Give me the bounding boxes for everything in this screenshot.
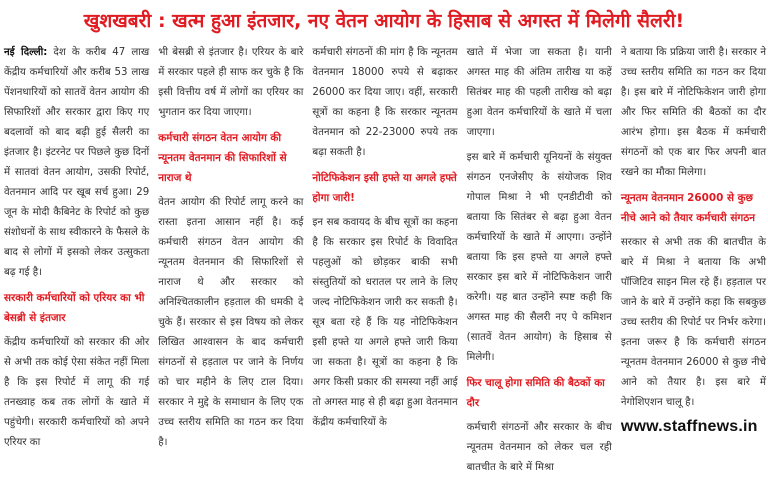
- paragraph: [467, 43, 612, 143]
- paragraph-text: इन सब कवायद के बीच सूत्रों का कहना है कि सरकार इस रिपोर्ट के विवादित पहलुओं को छोड़कर बाकी सभी संस्तुतियों को धरातल पर लाने के लिए जल्द नोटिफिकेशन जारी कर सकती है। सूत्र बता रहे हैं कि यह नोटिफिकेशन इसी हफ्ते या अगले हफ्ते जारी किया जा सकता है। सूत्रों का कहना है कि अगर किसी प्रकार की समस्या नहीं आई तो अगस्त माह से ही बढ़ा हुआ वेतनमान केंद्रीय कर्मचारियों के: [312, 217, 458, 428]
- paragraph: [467, 148, 612, 368]
- paragraph: [312, 43, 457, 163]
- paragraph-text: सरकार से अभी तक की बातचीत के बारे में मिश्रा ने बताया कि अभी पॉजिटिव साइन मिल रहे हैं। हड़ताल पर जाने के बारे में उन्होंने कहा कि सबकुछ उच्च स्तरीय की रिपोर्ट पर निर्भर करेगा। इतना जरूर है कि कर्मचारी संगठन न्यूनतम वेतनमान 26000 से कुछ नीचे आने को तैयार है। इस बारे में नेगोशिएशन चालू है।: [620, 237, 767, 408]
- paragraph-text: ने बताया कि प्रक्रिया जारी है। सरकार ने उच्च स्तरीय समिति का गठन कर दिया है। इस बारे में नोटिफिकेशन जारी होगा और फिर समिति की बैठकों का दौर आरंभ होगा। इस बैठक में कर्मचारी संगठनों को एक बार फिर अपनी बात रखने का मौका मिलेगा।: [620, 47, 767, 178]
- article-column-4: [467, 43, 612, 483]
- paragraph-text: भी बेसब्री से इंतजार है। एरियर के बारे में सरकार पहले ही साफ कर चुके है कि इसी वित्तीय वर्ष में लोगों का एरियर का भुगतान कर दिया जाएगा।: [158, 47, 304, 118]
- site-watermark: www.staffnews.in: [620, 418, 758, 435]
- section-heading: कर्मचारी संगठन वेतन आयोग की न्यूनतम वेतनमान की सिफारिशों से नाराज थे: [158, 132, 287, 184]
- paragraph: [621, 43, 766, 183]
- paragraph-text: केंद्रीय कर्मचारियों को सरकार की ओर से अभी तक कोई ऐसा संकेत नहीं मिला है कि इस रिपोर्ट में लागू की गई तनख्वाह कब तक लोगों के खाते में पहुंचेगी। सरकारी कर्मचारियों को अपने एरियर का: [4, 337, 150, 448]
- section-heading: नोटिफिकेशन इसी हफ्ते या अगले हफ्ते होगा जारी!: [312, 172, 457, 204]
- paragraph: [158, 43, 303, 123]
- paragraph: [312, 213, 457, 433]
- paragraph-text: खाते में भेजा जा सकता है। यानी अगस्त माह की अंतिम तारीख या कहें सितंबर माह की पहली तारीख को बढ़ा हुआ वेतन कर्मचारियों के खाते में चला जाएगा।: [466, 47, 612, 138]
- paragraph: [467, 418, 612, 478]
- article-column-2: [158, 43, 303, 483]
- paragraph: [4, 333, 149, 453]
- article-column-3: [312, 43, 457, 483]
- paragraph-text: कर्मचारी संगठनों की मांग है कि न्यूनतम वेतनमान 18000 रुपये से बढ़ाकर 26000 कर दिया जाए। वहीं, सरकारी सूत्रों का कहना है कि सरकार न्यूनतम वेतनमान को 22-23000 रुपये तक बढ़ा सकती है।: [312, 47, 458, 158]
- section-heading: न्यूनतम वेतनमान 26000 से कुछ नीचे आने को तैयार कर्मचारी संगठन: [620, 192, 756, 224]
- paragraph-text: इस बारे में कर्मचारी यूनियनों के संयुक्त संगठन एनजेसीए के संयोजक शिव गोपाल मिश्रा ने भी एनडीटीवी को बताया कि सितंबर से बढ़ा हुआ वेतन कर्मचारियों के खाते में आएगा। उन्होंने बताया कि इस हफ्ते या अगले हफ्ते सरकार इस बारे में नोटिफिकेशन जारी करेगी। यह बात उन्होंने स्पष्ट कही कि अगस्त माह की सैलरी नए पे कमिशन (सातवें वेतन आयोग) के हिसाब से मिलेगी।: [466, 152, 612, 363]
- section-heading: फिर चालू होगा समिति की बैठकों का दौर: [466, 377, 605, 409]
- article-title: खुशखबरी : खत्म हुआ इंतजार, नए वेतन आयोग के हिसाब से अगस्त में मिलेगी सैलरी!: [83, 10, 685, 32]
- paragraph-text: कर्मचारी संगठनों और सरकार के बीच न्यूनतम वेतनमान को लेकर चल रही बातचीत के बारे में मिश्रा: [466, 422, 612, 473]
- paragraph: [621, 233, 766, 413]
- paragraph: [158, 193, 303, 453]
- article-column-1: [4, 43, 149, 483]
- paragraph-text: देश के करीब 47 लाख केंद्रीय कर्मचारियों और करीब 53 लाख पेंशनधारियों को सातवें वेतन आयोग की सिफारिशों और सरकार द्वारा किए गए बदलावों को बाद बढ़ी हुई सैलरी का इंतजार है। इंटरनेट पर पिछले कुछ दिनों में सातवां वेतन आयोग, उसकी रिपोर्ट, वेतनमान आदि पर खूब सर्च हुआ। 29 जून के मोदी कैबिनेट के रिपोर्ट को कुछ संशोधनों के साथ स्वीकारने के फैसले के बाद से लोगों में इसको लेकर उत्सुकता बढ़ गई है।: [4, 47, 150, 278]
- section-heading: सरकारी कर्मचारियों को एरियर का भी बेसब्री से इंतजार: [4, 292, 145, 324]
- paragraph-text: वेतन आयोग की रिपोर्ट लागू करने का रास्ता इतना आसान नहीं है। कई कर्मचारी संगठन वेतन आयोग की न्यूनतम वेतनमान की सिफारिशों से नाराज थे और सरकार को अनिश्चितकालीन हड़ताल की धमकी दे चुके हैं। सरकार से इस विषय को लेकर लिखित आश्वासन के बाद कर्मचारी संगठनों से हड़ताल पर जाने के निर्णय को चार महीने के लिए टाल दिया। सरकार ने मुद्दे के समाधान के लिए एक उच्च स्तरीय समिति का गठन कर दिया है।: [158, 197, 304, 448]
- article-column-5: [621, 43, 766, 483]
- dateline: नई दिल्ली:: [4, 47, 48, 58]
- article-body: [4, 43, 766, 483]
- paragraph: [4, 43, 149, 283]
